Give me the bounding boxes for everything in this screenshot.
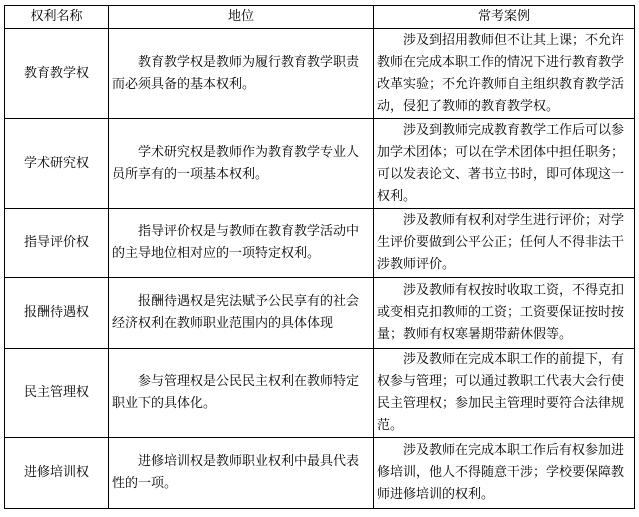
right-case (374, 438, 635, 509)
right-name: 进修培训权 (5, 438, 109, 509)
right-name: 学术研究权 (5, 119, 109, 209)
table-row (5, 438, 635, 509)
right-status (109, 119, 374, 209)
header-row (5, 6, 635, 29)
status-text: 教育教学权是教师为履行教育教学职责而必须具备的基本权利。 (112, 54, 360, 92)
case-text: 涉及教师有权利对学生进行评价；对学生评价要做到公平公正；任何人不得非法干涉教师评价。 (377, 213, 625, 272)
table-row (5, 278, 635, 349)
rights-table (4, 5, 635, 509)
case-text: 涉及到招用教师但不让其上课；不允许教师在完成本职工作的情况下进行教育教学改革实验；不允许教师自主组织教育教学活动，侵犯了教师的教育教学权。 (377, 32, 625, 114)
right-name: 指导评价权 (5, 209, 109, 278)
right-status (109, 349, 374, 438)
right-case (374, 278, 635, 349)
right-name: 教育教学权 (5, 29, 109, 119)
status-text: 指导评价权是与教师在教育教学活动中的主导地位相对应的一项特定权利。 (112, 224, 360, 261)
header-cases: 常考案例 (374, 6, 635, 29)
status-text: 进修培训权是教师职业权利中最具代表性的一项。 (112, 454, 360, 491)
status-text: 报酬待遇权是宪法赋予公民享有的社会经济权利在教师职业范围内的具体体现 (112, 294, 360, 331)
right-name: 民主管理权 (5, 349, 109, 438)
right-status (109, 209, 374, 278)
case-text: 涉及教师在完成本职工作的前提下，有权参与管理；可以通过教职工代表大会行使民主管理权；参加民主管理时要符合法律规范。 (377, 352, 625, 433)
right-case (374, 349, 635, 438)
status-text: 参与管理权是公民民主权利在教师特定职业下的具体化。 (112, 374, 360, 411)
header-status: 地位 (109, 6, 374, 29)
table-row (5, 209, 635, 278)
right-case (374, 29, 635, 119)
right-case (374, 119, 635, 209)
right-status (109, 438, 374, 509)
status-text: 学术研究权是教师作为教育教学专业人员所享有的一项基本权利。 (112, 144, 360, 182)
case-text: 涉及到教师完成教育教学工作后可以参加学术团体；可以在学术团体中担任职务；可以发表论文、著书立书时，即可体现这一权利。 (377, 122, 625, 204)
right-name: 报酬待遇权 (5, 278, 109, 349)
table-row (5, 119, 635, 209)
table-row (5, 349, 635, 438)
header-right-name: 权利名称 (5, 6, 109, 29)
case-text: 涉及教师在完成本职工作后有权参加进修培训，他人不得随意干涉；学校要保障教师进修培训的权利。 (377, 443, 625, 502)
case-text: 涉及教师有权按时收取工资，不得克扣或变相克扣教师的工资；工资要保证按时按量；教师有权寒暑期带薪休假等。 (377, 283, 625, 342)
right-status (109, 278, 374, 349)
table-row (5, 29, 635, 119)
right-case (374, 209, 635, 278)
right-status (109, 29, 374, 119)
